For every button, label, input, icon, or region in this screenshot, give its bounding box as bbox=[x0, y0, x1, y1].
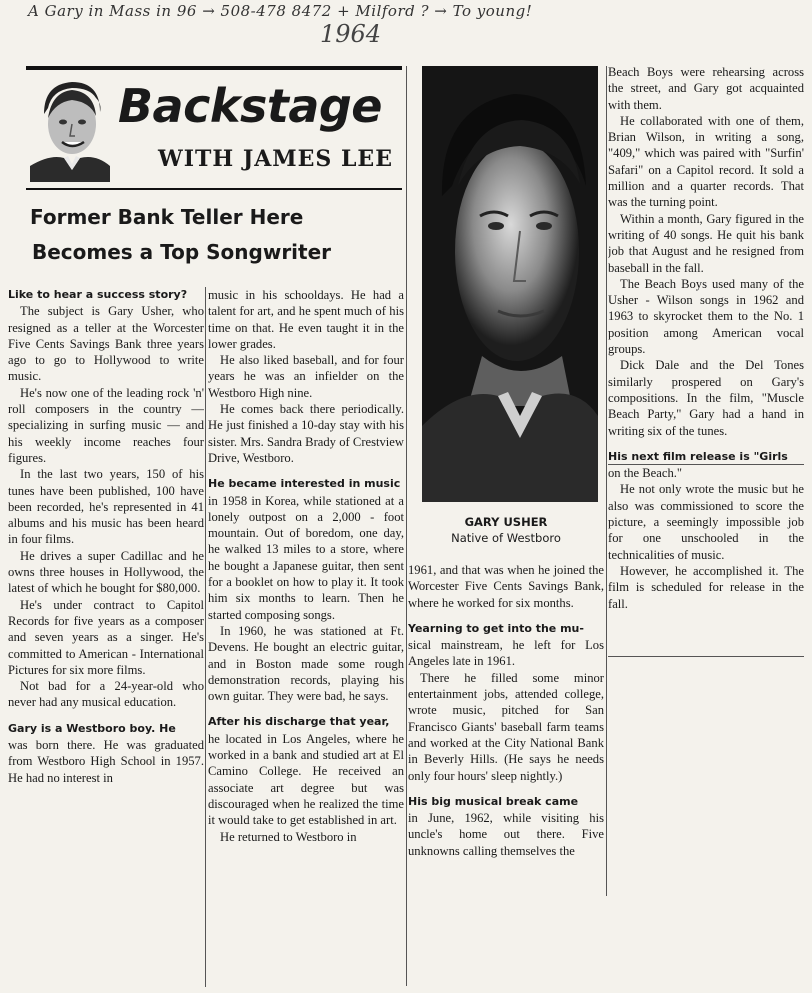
article-paragraph: He not only wrote the music but he also was commissioned to score the picture, a seemingly impossible job for one unschooled in the technicalities of music. bbox=[608, 482, 804, 562]
article-subhead: His big musical break came bbox=[408, 794, 579, 808]
column-byline: WITH JAMES LEE bbox=[158, 146, 393, 172]
article-paragraph: in June, 1962, while visiting his uncle's home out there. Five unknowns calling themselves the bbox=[408, 811, 604, 858]
article-paragraph: In the last two years, 150 of his tunes have been published, 100 have been recorded, he's represented in 41 albums and his music has been heard in four films. bbox=[8, 467, 204, 547]
article-subhead: His next film release is "Girls bbox=[608, 449, 788, 463]
masthead-bottom-rule bbox=[26, 188, 402, 190]
article-paragraph: However, he accomplished it. The film is scheduled for release in the fall. bbox=[608, 563, 804, 611]
article-paragraph: He also liked baseball, and for four years he was an infielder on the Westboro High nine. bbox=[208, 353, 404, 400]
column-divider bbox=[205, 287, 206, 987]
columnist-portrait bbox=[30, 74, 110, 182]
column-divider bbox=[406, 66, 407, 986]
article-paragraph: Beach Boys were rehearsing across the street, and Gary got acquainted with them. bbox=[608, 65, 804, 112]
article-paragraph: Not bad for a 24-year-old who never had any musical education. bbox=[8, 679, 204, 710]
photo-caption-subtitle: Native of Westboro bbox=[451, 531, 561, 545]
headline-line-2: Becomes a Top Songwriter bbox=[32, 240, 332, 264]
article-paragraph: The Beach Boys used many of the Usher - Wilson songs in 1962 and 1963 to skyrocket them to the No. 1 position among American vocal groups. bbox=[608, 276, 804, 357]
article-subhead: Yearning to get into the mu- bbox=[408, 621, 584, 635]
article-paragraph: on the Beach." bbox=[608, 466, 683, 481]
article-paragraph: he located in Los Angeles, where he worked in a bank and studied art at El Camino College. He received an associate art degree but was discouraged when he realized the time it would take to get established in art. bbox=[208, 731, 404, 828]
article-subhead: Gary is a Westboro boy. He bbox=[8, 721, 176, 735]
article-subhead: He became interested in music bbox=[208, 477, 401, 491]
article-paragraph: music in his schooldays. He had a talent for art, and he spent much of his time on that. He even taught it in the lower grades. bbox=[208, 288, 404, 351]
article-paragraph: The subject is Gary Usher, who resigned as a teller at the Worcester Five Cents Savings Bank three years ago to go to Hollywood to write music. bbox=[8, 304, 204, 384]
article-column-4 bbox=[608, 64, 804, 664]
article-paragraph: Within a month, Gary figured in the writing of 40 songs. He quit his bank job that August and he resigned from baseball in the fall. bbox=[608, 211, 804, 275]
column-divider bbox=[606, 66, 607, 896]
article-paragraph: Dick Dale and the Del Tones similarly prospered on Gary's compositions. In the film, "Muscle Beach Party," Gary had a hand in writing six of the tunes. bbox=[608, 358, 804, 438]
photo-caption-name: GARY USHER bbox=[464, 515, 548, 529]
article-paragraph: There he filled some minor entertainment jobs, attended college, wrote music, pitched for San Francisco Giants' baseball farm teams and worked at the City National Bank in Beverly Hills. (He says he needs only four hours' sleep nightly.) bbox=[408, 670, 604, 783]
article-column-3 bbox=[408, 562, 604, 962]
article-column-1 bbox=[8, 287, 204, 867]
section-divider bbox=[608, 464, 804, 465]
headline-line-1: Former Bank Teller Here bbox=[30, 205, 304, 229]
section-divider bbox=[608, 656, 804, 657]
column-title: Backstage bbox=[118, 79, 382, 133]
article-paragraph: was born there. He was graduated from Westboro High School in 1957. He had no interest in bbox=[8, 738, 204, 785]
article-paragraph: He's under contract to Capitol Records for five years as a composer and seven years as a singer. He's committed to American - International Pictures for six more films. bbox=[8, 597, 204, 677]
article-paragraph: He returned to Westboro in bbox=[220, 829, 357, 844]
article-subhead: Like to hear a success story? bbox=[8, 288, 188, 301]
article-subhead: After his discharge that year, bbox=[208, 715, 390, 729]
article-paragraph: in 1958 in Korea, while stationed at a lonely outpost on a 2,000 - foot mountain. Out of boredom, one day, he walked 13 miles to a store, where he bought a Japanese guitar, then sent for a booklet on how to play it. It took him six months to learn. Then he started composing songs. bbox=[208, 493, 404, 622]
photo-caption bbox=[408, 514, 604, 546]
handwritten-year: 1964 bbox=[320, 20, 382, 48]
subject-photo bbox=[422, 66, 598, 502]
article-paragraph: In 1960, he was stationed at Ft. Devens. He bought an electric guitar, and in Boston made some rough demonstration records, playing his own guitar. They were bad, he says. bbox=[208, 623, 404, 704]
article-paragraph: He comes back there periodically. He just finished a 10-day stay with his sister. Mrs. Sandra Brady of Crestview Drive, Westboro. bbox=[208, 402, 404, 465]
article-paragraph: He's now one of the leading rock 'n' roll composers in the country — specializing in surfing music — and his weekly income reaches four figures. bbox=[8, 385, 204, 465]
article-paragraph: sical mainstream, he left for Los Angeles late in 1961. bbox=[408, 638, 604, 669]
masthead-top-rule bbox=[26, 66, 402, 70]
article-paragraph: He collaborated with one of them, Brian Wilson, in writing a song, "409," which was paired with "Surfin' Safari" on a Capitol record. It sold a million and a quarter records. That was the turning point. bbox=[608, 113, 804, 210]
handwritten-note: A Gary in Mass in 96 → 508-478 8472 + Milford ? → To young! bbox=[28, 2, 533, 20]
article-paragraph: 1961, and that was when he joined the Worcester Five Cents Savings Bank, where he worked for six months. bbox=[408, 563, 604, 610]
article-paragraph: He drives a super Cadillac and he owns three houses in Hollywood, the latest of which he bought for $80,000. bbox=[8, 548, 204, 596]
article-column-2 bbox=[208, 287, 404, 987]
